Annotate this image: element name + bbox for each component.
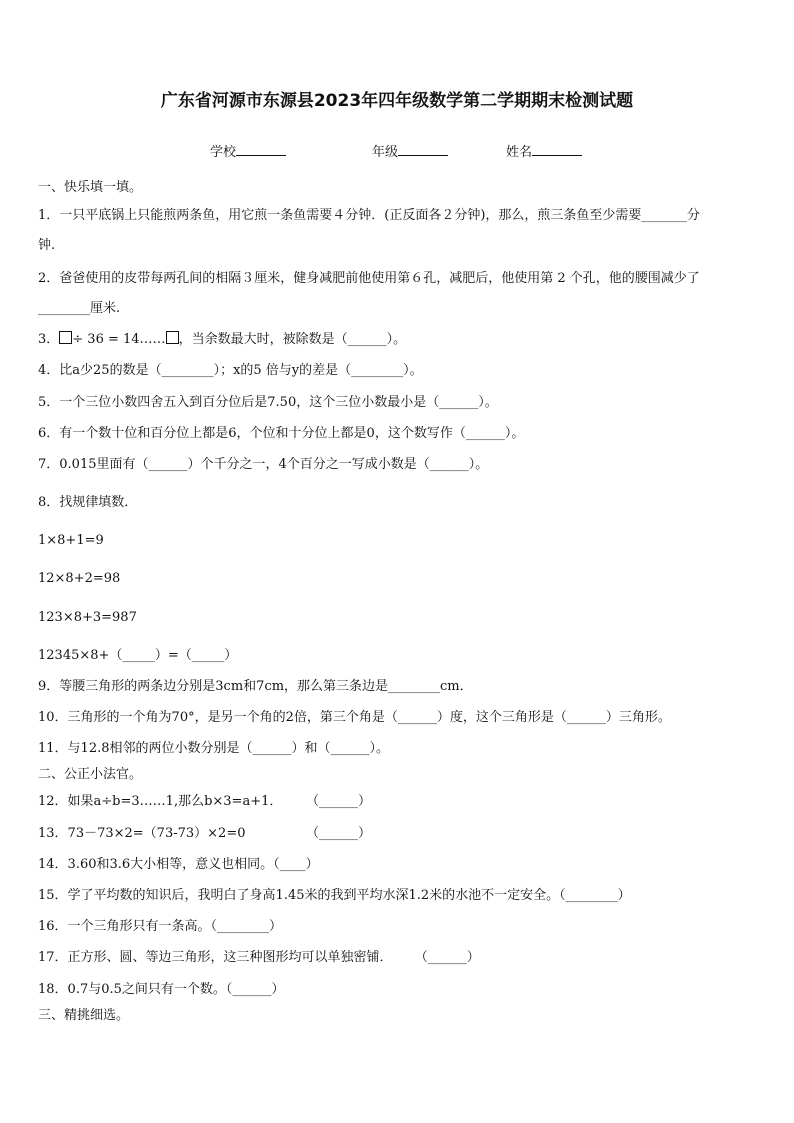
question-5: 5．一个三位小数四舍五入到百分位后是7.50，这个三位小数最小是（______）。 xyxy=(38,395,498,410)
question-13-answer[interactable]: （______） xyxy=(306,826,372,841)
section-heading-1: 一、快乐填一填。 xyxy=(38,180,143,195)
school-label: 学校 xyxy=(210,145,237,160)
question-2-line-1: 2．爸爸使用的皮带每两孔间的相隔３厘米，健身减肥前他使用第６孔，减肥后，他使用第 2 个孔，他的腰围减少了 xyxy=(38,271,700,286)
grade-field[interactable] xyxy=(372,141,448,160)
question-3 xyxy=(38,331,756,349)
section-heading-2: 二、公正小法官。 xyxy=(38,767,143,782)
question-14: 14．3.60和3.6大小相等，意义也相同。（____） xyxy=(38,857,319,872)
question-11: 11．与12.8相邻的两位小数分别是（______）和（______）。 xyxy=(38,741,389,756)
question-17-answer[interactable]: （______） xyxy=(414,950,480,965)
question-17 xyxy=(38,949,756,967)
question-1-line-2: 钟. xyxy=(38,238,56,253)
remainder-box-icon xyxy=(166,331,179,344)
question-15: 15．学了平均数的知识后，我明白了身高1.45米的我到平均水深1.2米的水池不一定安全。（________） xyxy=(38,888,631,903)
question-8: 8．找规律填数． xyxy=(38,495,138,510)
school-field[interactable] xyxy=(210,141,286,160)
section-heading-3: 三、精挑细选。 xyxy=(38,1008,130,1023)
question-18: 18．0.7与0.5之间只有一个数。（______） xyxy=(38,982,285,997)
school-blank[interactable] xyxy=(236,143,286,156)
question-12 xyxy=(38,793,756,811)
question-1-line-1: 1．一只平底锅上只能煎两条鱼，用它煎一条鱼需要４分钟．(正反面各２分钟)，那么，煎三条鱼至少需要_______分 xyxy=(38,208,700,223)
question-13 xyxy=(38,825,756,843)
question-8-row-2: 12×8+2=98 xyxy=(38,571,121,586)
question-8-row-3: 123×8+3=987 xyxy=(38,610,137,625)
name-field[interactable] xyxy=(506,141,582,160)
question-12-answer[interactable]: （______） xyxy=(306,794,372,809)
question-17-text: 17．正方形、圆、等边三角形，这三种图形均可以单独密铺． xyxy=(38,950,393,965)
question-7: 7．0.015里面有（______）个千分之一，4个百分之一写成小数是（______）。 xyxy=(38,457,489,472)
question-6: 6．有一个数十位和百分位上都是6，个位和十分位上都是0，这个数写作（______）。 xyxy=(38,426,525,441)
question-13-text: 13．73－73×2=（73-73）×2=0 xyxy=(38,826,246,841)
question-9: 9．等腰三角形的两条边分别是3cm和7cm，那么第三条边是________cm． xyxy=(38,679,473,694)
question-3-mid: ÷ 36 = 14…… xyxy=(72,332,166,347)
question-4: 4．比a少25的数是（________）；x的5 倍与y的差是（________）。 xyxy=(38,363,423,378)
question-3-prefix: 3． xyxy=(38,332,60,347)
name-label: 姓名 xyxy=(506,145,533,160)
question-8-row-1: 1×8+1=9 xyxy=(38,533,104,548)
question-16: 16．一个三角形只有一条高。（________） xyxy=(38,919,283,934)
question-8-row-4: 12345×8+（_____）=（_____） xyxy=(38,648,238,663)
page-title: 广东省河源市东源县2023年四年级数学第二学期期末检测试题 xyxy=(160,91,634,111)
grade-label: 年级 xyxy=(372,145,399,160)
question-3-suffix: ，当余数最大时，被除数是（______）。 xyxy=(178,332,407,347)
dividend-box-icon xyxy=(59,331,72,344)
question-2-line-2: ________厘米. xyxy=(38,301,121,316)
question-12-text: 12．如果a÷b=3……1,那么b×3=a+1． xyxy=(38,794,283,809)
question-10: 10．三角形的一个角为70°，是另一个角的2倍，第三个角是（______）度，这个三角形是（______）三角形。 xyxy=(38,710,671,725)
name-blank[interactable] xyxy=(532,143,582,156)
grade-blank[interactable] xyxy=(398,143,448,156)
